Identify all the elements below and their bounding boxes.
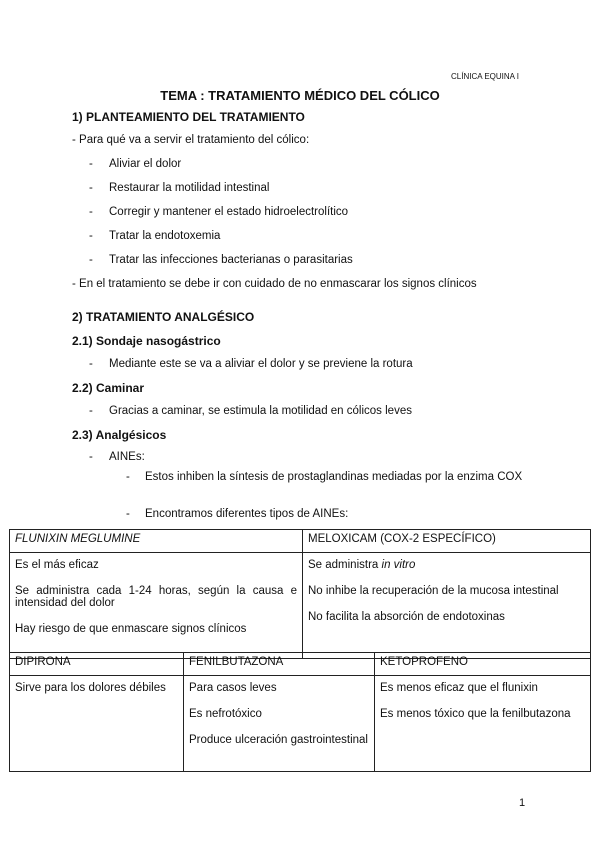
aines-table-1 [9, 529, 591, 659]
aines-table-2 [9, 652, 591, 772]
cell-text-italic: in vitro [381, 559, 416, 571]
list-item: Aliviar el dolor [109, 158, 182, 170]
cell-line: Es nefrotóxico [189, 708, 262, 720]
table-row [10, 553, 591, 659]
section-2-1-heading: 2.1) Sondaje nasogástrico [72, 334, 221, 348]
page-title: TEMA : TRATAMIENTO MÉDICO DEL CÓLICO [160, 88, 440, 103]
list-item: AINEs: [109, 451, 145, 463]
bullet-dash: - [89, 451, 93, 463]
bullet-dash: - [89, 254, 93, 266]
bullet-dash: - [89, 230, 93, 242]
table-row [10, 530, 591, 553]
bullet-dash: - [89, 182, 93, 194]
table-row [10, 653, 591, 676]
cell-line: Es el más eficaz [15, 559, 99, 571]
section-1-intro: - Para qué va a servir el tratamiento del cólico: [72, 134, 310, 146]
cell-line: Produce ulceración gastrointestinal [189, 734, 368, 746]
table-cell [10, 676, 184, 772]
sub-list-item: Estos inhiben la síntesis de prostaglandinas mediadas por la enzima COX [145, 471, 523, 483]
table-cell [375, 676, 591, 772]
list-item: Tratar la endotoxemia [109, 230, 221, 242]
cell-line: Es menos eficaz que el flunixin [380, 682, 538, 694]
bullet-dash: - [126, 471, 130, 483]
section-1-note: - En el tratamiento se debe ir con cuidado de no enmascarar los signos clínicos [72, 278, 477, 290]
course-header: CLÍNICA EQUINA I [451, 72, 520, 81]
table-header-cell: DIPIRONA [10, 653, 184, 676]
section-2-heading: 2) TRATAMIENTO ANALGÉSICO [72, 310, 255, 324]
table-header-cell: KETOPROFENO [375, 653, 591, 676]
table-header-cell: MELOXICAM (COX-2 ESPECÍFICO) [303, 530, 591, 553]
bullet-dash: - [89, 405, 93, 417]
list-item: Tratar las infecciones bacterianas o parasitarias [109, 254, 353, 266]
cell-line: Hay riesgo de que enmascare signos clínicos [15, 623, 247, 635]
sub-list-item: Encontramos diferentes tipos de AINEs: [145, 508, 349, 520]
bullet-dash: - [89, 358, 93, 370]
list-item: Restaurar la motilidad intestinal [109, 182, 270, 194]
section-2-2-heading: 2.2) Caminar [72, 381, 145, 395]
table-cell [184, 676, 375, 772]
cell-line: Es menos tóxico que la fenilbutazona [380, 708, 571, 720]
bullet-dash: - [126, 508, 130, 520]
table-row [10, 676, 591, 772]
list-item: Corregir y mantener el estado hidroelectrolítico [109, 206, 349, 218]
cell-line [308, 559, 585, 571]
bullet-dash: - [89, 206, 93, 218]
cell-line: No facilita la absorción de endotoxinas [308, 611, 505, 623]
list-item: Mediante este se va a aliviar el dolor y se previene la rotura [109, 358, 413, 370]
cell-line: No inhibe la recuperación de la mucosa intestinal [308, 585, 559, 597]
table-cell [303, 553, 591, 659]
cell-line: Para casos leves [189, 682, 277, 694]
cell-line: Se administra cada 1-24 horas, según la causa e intensidad del dolor [15, 585, 297, 609]
page-number: 1 [519, 797, 526, 809]
table-cell [10, 553, 303, 659]
section-2-3-heading: 2.3) Analgésicos [72, 428, 167, 442]
table-header-cell: FENILBUTAZONA [184, 653, 375, 676]
section-1-heading: 1) PLANTEAMIENTO DEL TRATAMIENTO [72, 110, 305, 124]
cell-line: Sirve para los dolores débiles [15, 682, 166, 694]
list-item: Gracias a caminar, se estimula la motilidad en cólicos leves [109, 405, 412, 417]
cell-text: Se administra [308, 559, 382, 571]
bullet-dash: - [89, 158, 93, 170]
table-header-cell: FLUNIXIN MEGLUMINE [10, 530, 303, 553]
